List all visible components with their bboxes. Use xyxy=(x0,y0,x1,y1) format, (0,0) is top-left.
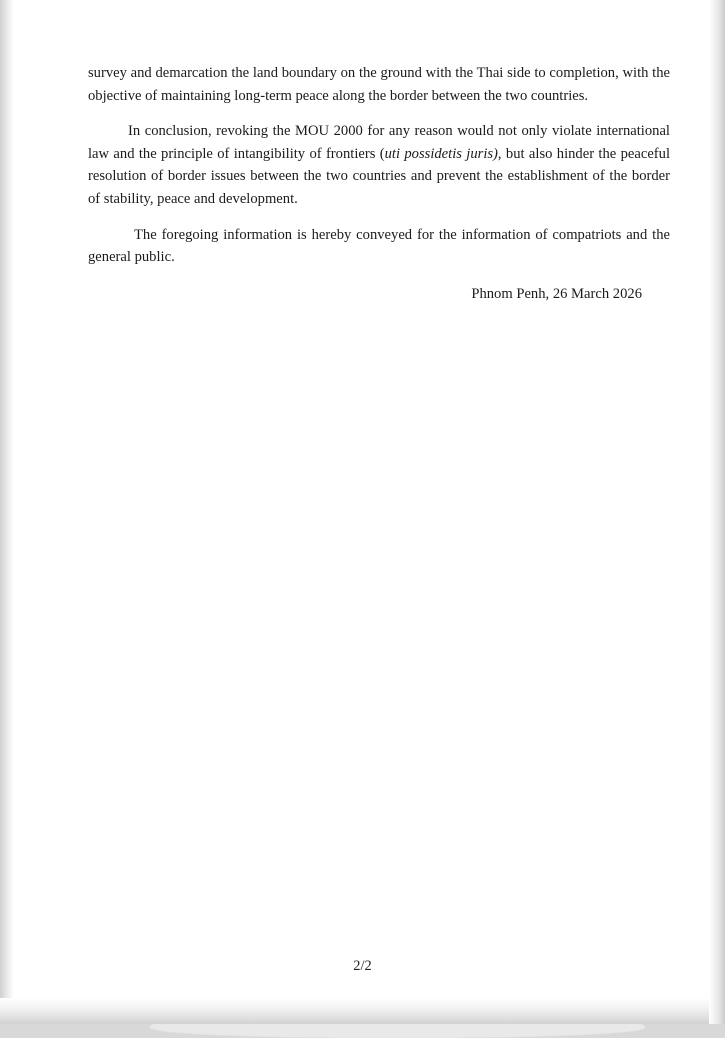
paragraph-text: The foregoing information is hereby conveyed for the information of compatriots and the general public. xyxy=(88,226,670,266)
paragraph-conclusion xyxy=(88,120,670,210)
paragraph-foregoing xyxy=(88,224,670,269)
signature-place-date: Phnom Penh, 26 March 2026 xyxy=(471,285,642,302)
paragraph-text-part-1: In conclusion, revoking the MOU 2000 for any reason would not only violate international law and the principle of intangibility of frontiers ( xyxy=(88,123,670,162)
paragraph-continuation xyxy=(88,62,670,107)
document-body xyxy=(88,62,670,305)
page-bottom-shading xyxy=(0,998,725,1024)
paragraph-text-part-2: , but also hinder the peaceful resolution of border issues between the two countries and prevent the establishment of the border of stability, peace and development. xyxy=(88,145,671,207)
page-number: 2/2 xyxy=(353,958,372,974)
paragraph-text: survey and demarcation the land boundary on the ground with the Thai side to completion, with the objective of maintaining long-term peace along the border between the two countries. xyxy=(88,65,670,104)
latin-phrase: uti possidetis juris) xyxy=(384,145,498,162)
